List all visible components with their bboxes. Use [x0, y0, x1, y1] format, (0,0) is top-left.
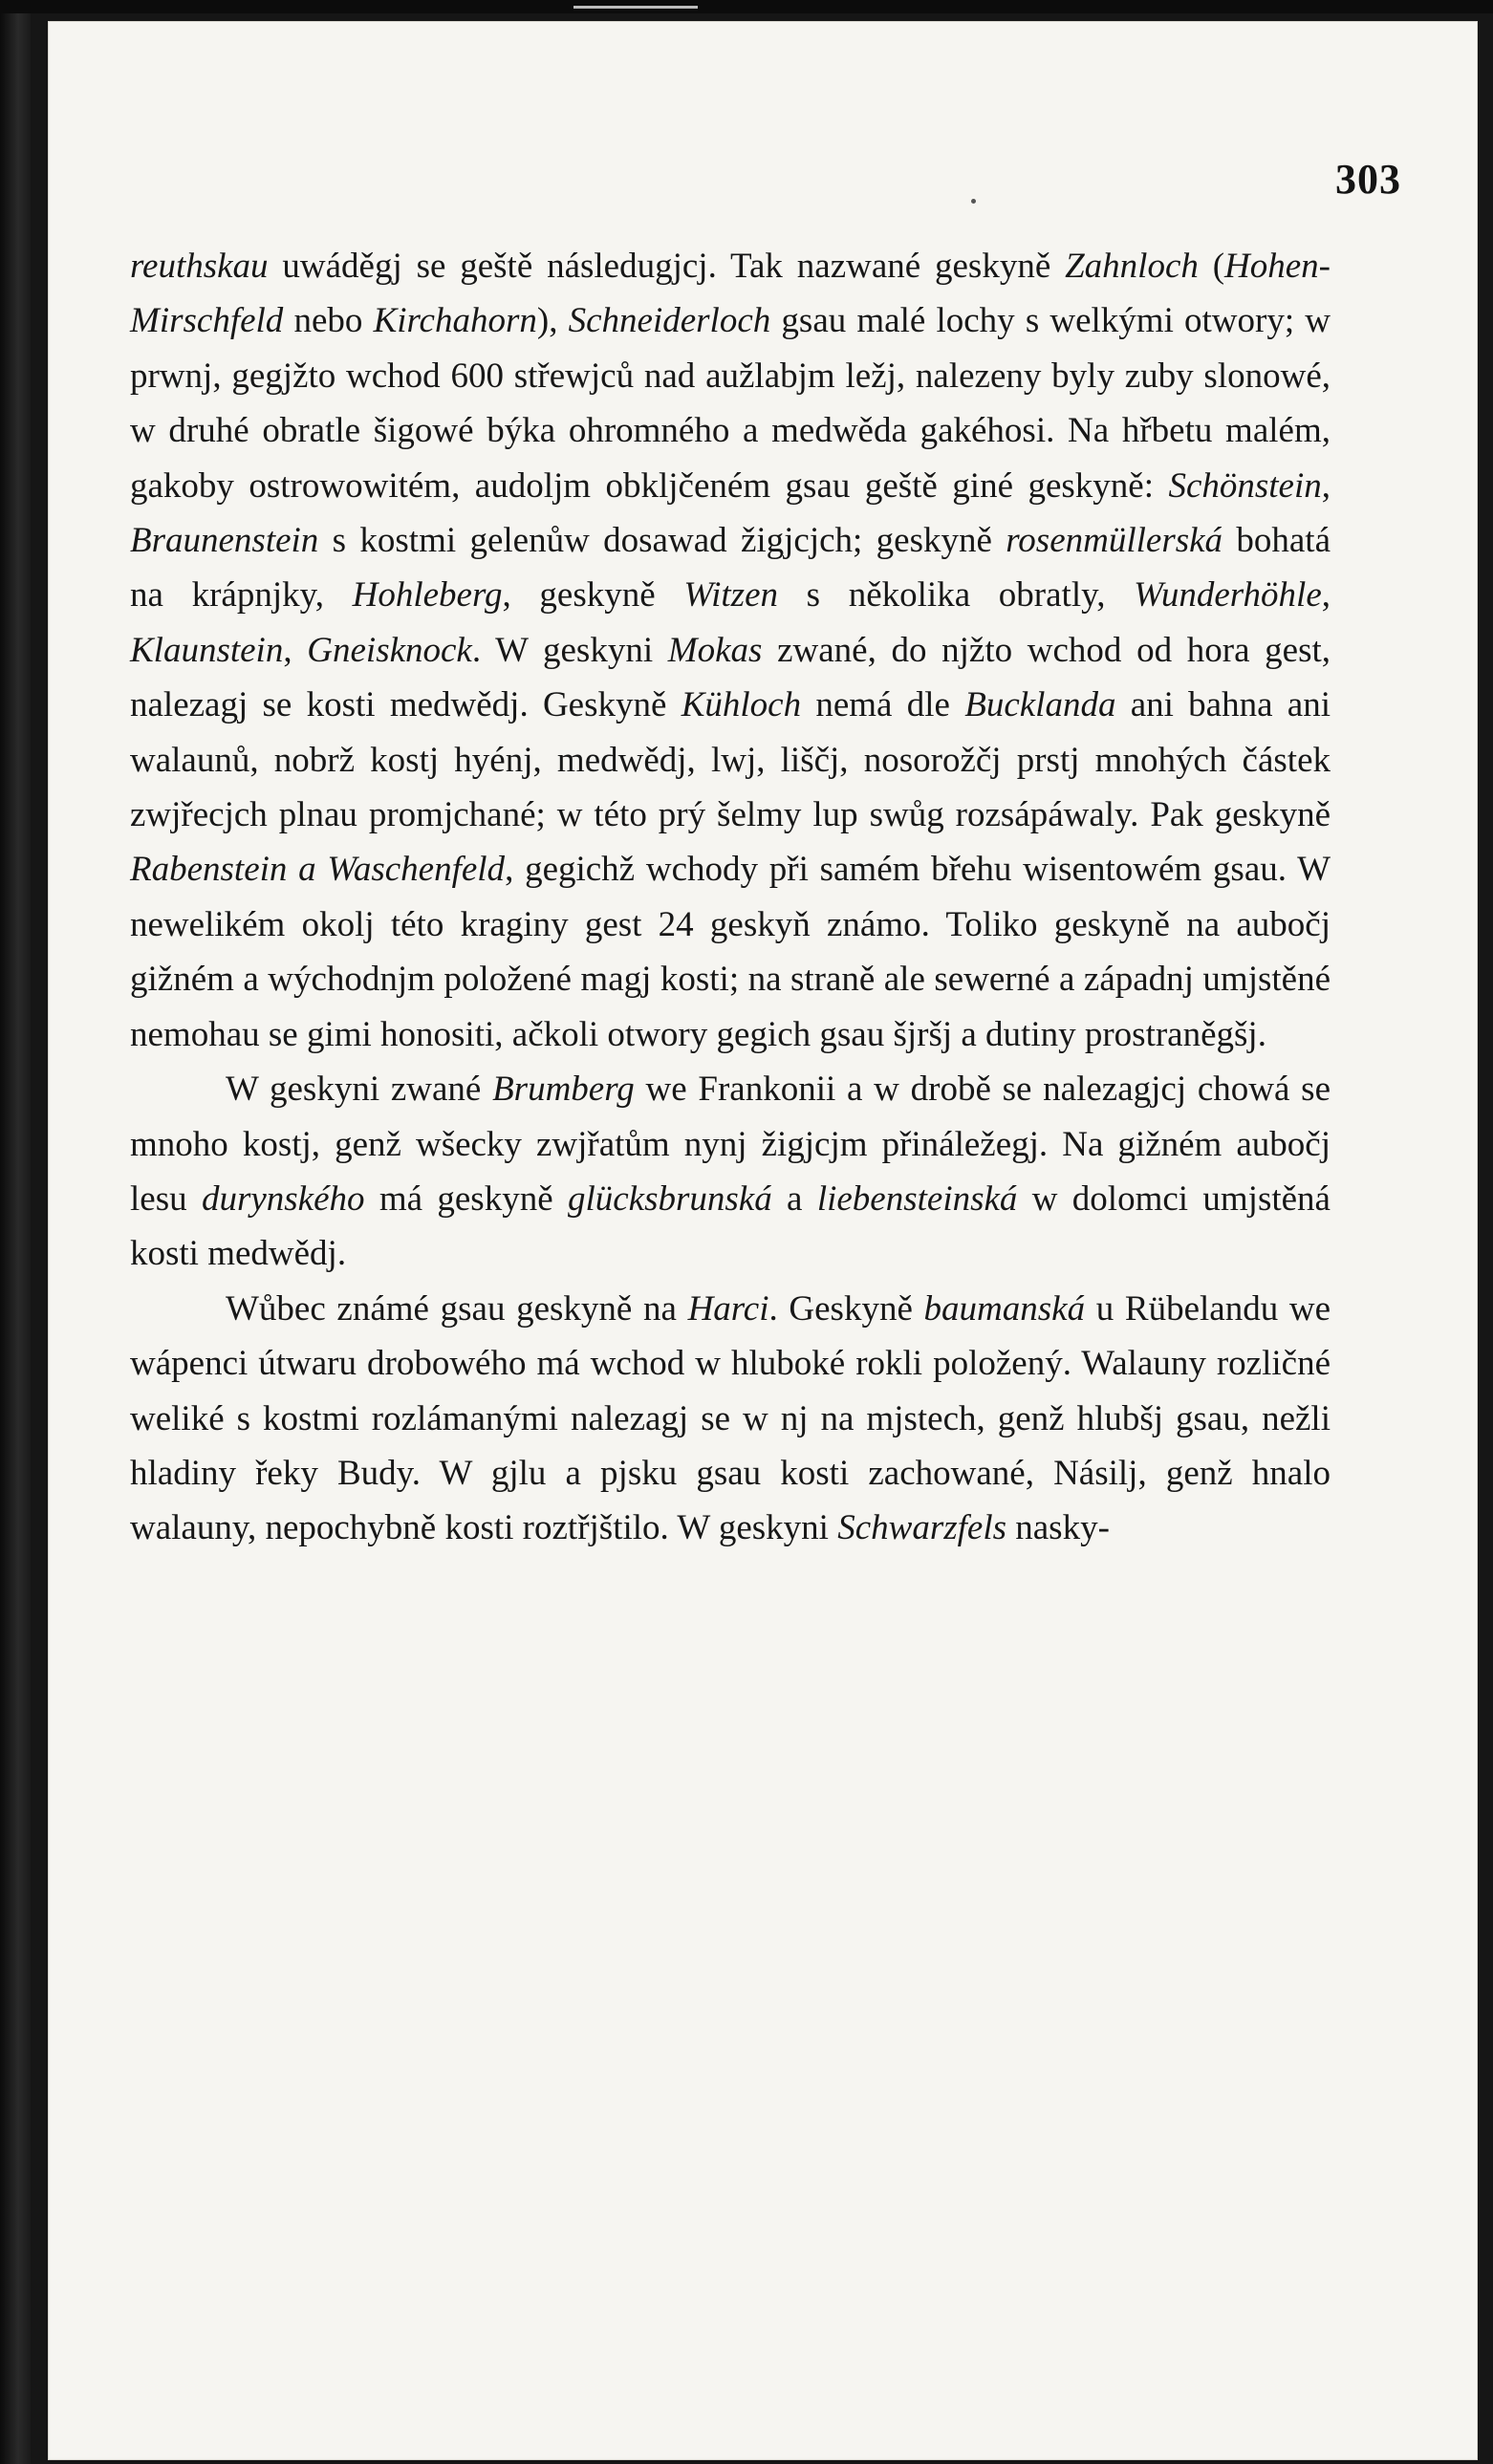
paper-speck — [971, 199, 976, 204]
italic-term: Brumberg — [492, 1070, 635, 1110]
text-run: a — [771, 1178, 817, 1219]
text-run: ( — [1198, 247, 1225, 286]
italic-term: Braunenstein — [130, 521, 319, 561]
italic-term: Bucklanda — [964, 685, 1116, 725]
paragraph-2 — [130, 1062, 1331, 1282]
text-run: , — [1321, 575, 1331, 616]
top-edge-mark — [573, 6, 698, 9]
italic-term: Schönstein — [1168, 465, 1322, 506]
paragraph-3 — [130, 1282, 1331, 1556]
text-run: , gegichž wchody při samém břehu wisentowém gsau. W newelikém okolj této kraginy gest 24 geskyň známo. Toliko geskyně na aubočj gižném a wýchodnjm položené magj kosti; na straně ale sewerné a západnj umjstěné nemohau se gimi honositi, ačkoli otwory gegich gsau šjršj a dutiny prostraněgšj. — [130, 850, 1331, 1054]
italic-term: Witzen — [683, 575, 778, 616]
text-run: . Geskyně — [768, 1288, 924, 1329]
text-run: gsau malé lochy s welkými otwory; w prwnj, gegjžto wchod 600 střewjců nad aužlabjm ležj, nalezeny byly zuby slonowé, w druhé obratle šigowé býka ohromného a medwěda gakéhosi. Na hřbetu malém, gakoby ostrowowitém, audoljm obkljčeném gsau geště giné geskyně: — [130, 301, 1331, 506]
italic-term: rosenmüllerská — [1006, 521, 1223, 561]
text-run: ani bahna ani walaunů, nobrž kostj hyénj, medwědj, lwj, liščj, nosorožčj prstj mnohých částek zwjřecjch plnau promjchané; w této prý šelmy lup swůg rozsápáwaly. Pak geskyně — [130, 685, 1331, 835]
italic-term: liebensteinská — [816, 1178, 1018, 1219]
text-run: , geskyně — [502, 575, 684, 616]
italic-term: Wunderhöhle — [1134, 575, 1322, 616]
italic-term: Schneiderloch — [568, 301, 771, 341]
book-page — [48, 21, 1478, 2460]
text-run: w dolomci umjstěná kosti medwědj. — [130, 1178, 1331, 1274]
text-run: nasky- — [1006, 1508, 1110, 1548]
italic-term: Kühloch — [681, 685, 802, 725]
text-run: s několika obratly, — [778, 575, 1135, 616]
page-number: 303 — [1335, 156, 1401, 203]
text-run: ), — [536, 301, 569, 341]
italic-term: Rabenstein a Waschenfeld — [130, 850, 506, 890]
top-scan-edge — [0, 0, 1493, 13]
italic-term: Harci — [687, 1288, 769, 1329]
text-run: nemá dle — [801, 685, 965, 725]
italic-term: Gneisknock — [307, 630, 472, 670]
text-run: nebo — [283, 301, 374, 341]
book-spine-edge — [0, 0, 31, 2464]
italic-term: durynského — [201, 1178, 365, 1219]
text-run: u Rübelandu we wápenci útwaru drobowého má wchod w hluboké rokli položený. Walauny rozličné weliké s kostmi rozlámanými nalezagj se w nj na mjstech, genž hlubšj gsau, nežli hladiny řeky Budy. W gjlu a pjsku gsau kosti zachowané, Násilj, genž hnalo walauny, nepochybně kosti roztřjštilo. W geskyni — [130, 1288, 1331, 1548]
text-run: s kostmi gelenůw dosawad žigjcjch; geskyně — [318, 521, 1006, 561]
text-run: bohatá na krápnjky, — [130, 521, 1331, 616]
italic-term: Schwarzfels — [837, 1508, 1006, 1548]
text-run: , — [1321, 465, 1331, 506]
text-run: Wůbec známé gsau geskyně na — [226, 1288, 688, 1329]
text-run: uwáděgj se geště následugjcj. Tak nazwané geskyně — [268, 247, 1066, 286]
italic-term: Klaunstein — [130, 630, 284, 670]
page-body-text — [130, 239, 1331, 1556]
italic-term: Mokas — [667, 630, 763, 670]
text-run: we Frankonii a w drobě se nalezagjcj chowá se mnoho kostj, genž wšecky zwjřatům nynj žigjcjm přináležegj. Na gižném aubočj lesu — [130, 1070, 1331, 1219]
italic-term: baumanská — [923, 1288, 1086, 1329]
text-run: má geskyně — [364, 1178, 568, 1219]
italic-term: Zahnloch — [1065, 247, 1199, 286]
text-run: zwané, do njžto wchod od hora gest, nalezagj se kosti medwědj. Geskyně — [130, 630, 1331, 725]
italic-term: Hohen-Mirschfeld — [130, 247, 1331, 341]
italic-term: glücksbrunská — [567, 1178, 772, 1219]
text-run: W geskyni zwané — [226, 1070, 493, 1110]
italic-term: Hohleberg — [352, 575, 503, 616]
italic-term: reuthskau — [130, 247, 269, 286]
text-run: . W geskyni — [471, 630, 668, 670]
paragraph-1 — [130, 239, 1331, 1062]
italic-term: Kirchahorn — [373, 301, 537, 341]
text-run: , — [283, 630, 308, 670]
